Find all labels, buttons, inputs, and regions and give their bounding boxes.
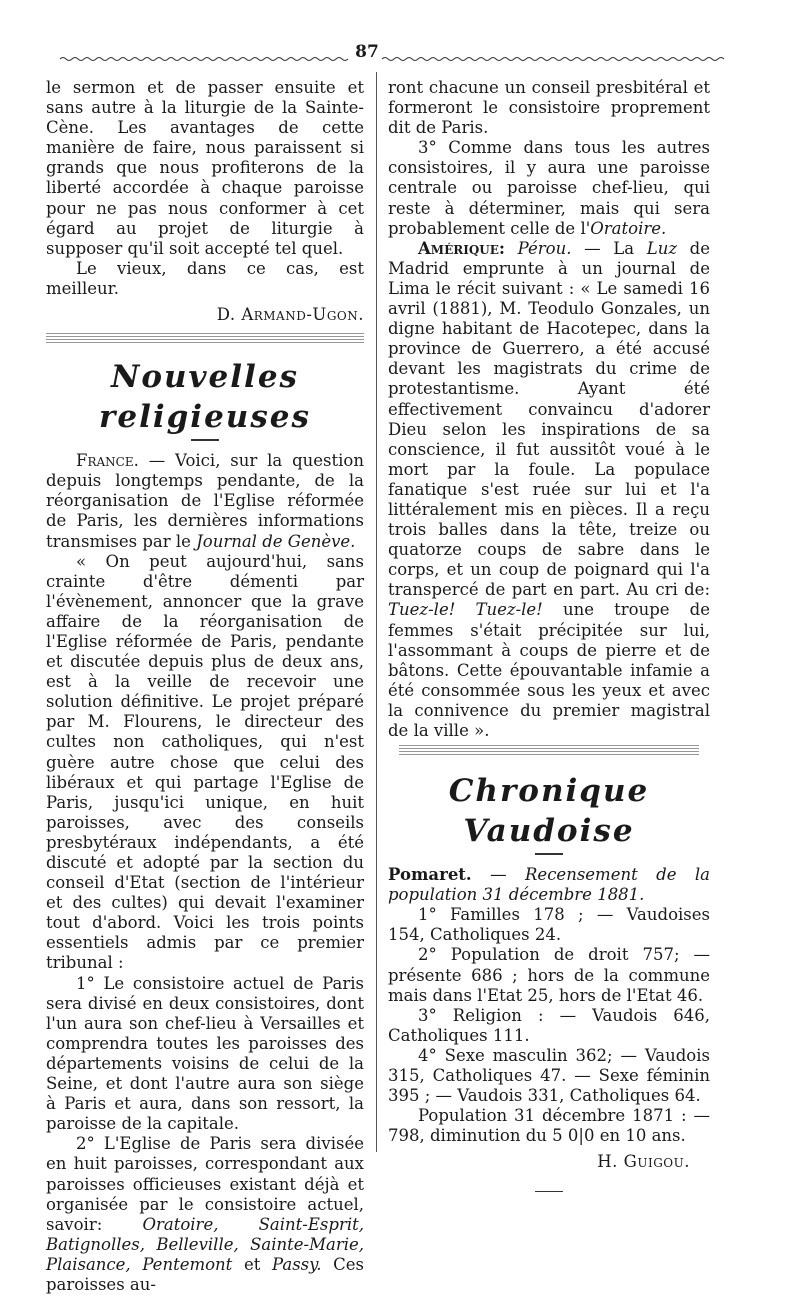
left-column: [46, 78, 364, 1295]
pomaret-paragraph: [388, 865, 710, 905]
heading-rule-right: [535, 853, 563, 855]
france-label: France.: [76, 451, 139, 471]
header-ornament-right: [382, 56, 730, 62]
section-separator-right: [399, 745, 699, 755]
amerique-luz: Luz: [646, 238, 678, 258]
page-header: [60, 40, 730, 66]
parish-last: Passy.: [272, 1254, 322, 1274]
pomaret-label: Pomaret.: [388, 865, 472, 885]
amerique-place: Pérou.: [504, 238, 572, 258]
france-text: — Voici, sur la question depuis longtemps pendante, de la réorganisation de l'Eglise réformée de Paris, les dernières informations transmises par le: [46, 451, 364, 551]
amerique-text-2: de Madrid emprunte à un journal de Lima le récit suivant : « Le samedi 16 avril (1881), M. Teodulo Gonzales, un digne habitant de Hacotepec, dans la province de Guerrero, a été accusé devant les magistrats du crime de protestantisme. Ayant été effectivement convaincu d'adorer Dieu selon les inspirations de sa conscience, il fut aussitôt voué à le mort par la foule. La populace fanatique s'est ruée sur lui et l'a littéralement mis en pièces. Il a reçu trois balles dans la tête, treize ou quatorze coups de sabre dans le corps, et un coup de poignard qui l'a transpercé de part en part. Au cri de:: [388, 238, 710, 600]
header-ornament-left: [60, 56, 352, 62]
closing-line: Le vieux, dans ce cas, est meilleur.: [46, 258, 364, 298]
amerique-text-3: une troupe de femmes s'était précipitée sur lui, l'assommant à coups de pierre et de bâtons. Cette épouvantable infamie a été consommée sous les yeux et avec la connivence du premier magistral de la ville ».: [388, 600, 710, 740]
point-3: [388, 138, 710, 238]
section-heading-chronique: Chronique Vaudoise: [448, 773, 650, 850]
point-1: 1° Le consistoire actuel de Paris sera divisé en deux consistoires, dont l'un aura son chef-lieu à Versailles et comprendra toutes les paroisses des départements voisins de celui de la Seine, et dont l'autre aura son siège à Paris et aura, dans son ressort, la paroisse de la capitale.: [46, 973, 364, 1134]
point-3-text: 3° Comme dans tous les autres consistoires, il y aura une paroisse centrale ou paroisse chef-lieu, qui reste à déterminer, mais qui sera probablement celle de l': [388, 138, 710, 238]
section-heading-nouvelles: Nouvelles religieuses: [99, 359, 311, 436]
parish-and: et: [232, 1254, 272, 1274]
stat-5: Population 31 décembre 1871 : — 798, diminution du 5 0|0 en 10 ans.: [388, 1106, 710, 1146]
right-column: [388, 78, 710, 1192]
stat-3: 3° Religion : — Vaudois 646, Catholiques 111.: [388, 1005, 710, 1045]
signature-guigou: H. Guigou.: [597, 1152, 690, 1172]
amerique-label: Amérique:: [418, 238, 505, 258]
amerique-paragraph: [388, 239, 710, 741]
quote-paragraph: « On peut aujourd'hui, sans crainte d'être démenti par l'évènement, annoncer que la grave affaire de la réorganisation de l'Eglise réformée de Paris, pendante et discutée depuis plus de deux ans, est à la veille de recevoir une solution définitive. Le projet préparé par M. Flourens, le directeur des cultes non catholiques, qui n'est guère autre chose que celui des libéraux et qui partage l'Eglise de Paris, jusqu'ici unique, en huit paroisses, avec des conseils presbytéraux indépendants, a été discuté et adopté par la section du conseil d'Etat (section de l'intérieur et des cultes) qui devait l'examiner tout d'abord. Voici les trois points essentiels admis par ce premier tribunal :: [46, 551, 364, 973]
parish-list: Oratoire, Saint-Esprit, Batignolles, Belleville, Sainte-Marie, Plaisance, Pentemont: [46, 1214, 364, 1274]
point-2-text: 2° L'Eglise de Paris sera divisée en huit paroisses, correspondant aux paroisses officieuses existant déjà et organisée par le consistoire actuel, savoir:: [46, 1134, 364, 1234]
heading-rule: [191, 439, 219, 441]
amerique-cry: Tuez-le! Tuez-le!: [388, 600, 543, 620]
page-number: 87: [355, 42, 379, 62]
stat-2: 2° Population de droit 757; — présente 686 ; hors de la commune mais dans l'Etat 25, hors de l'Etat 46.: [388, 945, 710, 1005]
section-separator: [46, 333, 364, 343]
amerique-text-1: — La: [571, 238, 647, 258]
column-divider: [376, 72, 377, 1152]
point-3-oratoire: Oratoire.: [590, 218, 667, 238]
france-journal: Journal de Genève.: [196, 531, 356, 551]
pomaret-subtitle: — Recensement de la population 31 décembre 1881.: [388, 865, 710, 905]
intro-paragraph: le sermon et de passer ensuite et sans autre à la liturgie de la Sainte-Cène. Les avantages de cette manière de faire, nous paraissent si grands que nous profiterons de la liberté accordée à chaque paroisse pour ne pas nous conformer à cet égard au projet de liturgie à supposer qu'il soit accepté tel quel.: [46, 78, 364, 258]
signature-armand-ugon: D. Armand-Ugon.: [216, 305, 364, 325]
end-rule: [535, 1191, 563, 1192]
stat-4: 4° Sexe masculin 362; — Vaudois 315, Catholiques 47. — Sexe féminin 395 ; — Vaudois 331, Catholiques 64.: [388, 1045, 710, 1106]
stat-1: 1° Familles 178 ; — Vaudoises 154, Catholiques 24.: [388, 905, 710, 945]
continuation-paragraph: ront chacune un conseil presbitéral et formeront le consistoire proprement dit de Paris.: [388, 78, 710, 138]
point-2-end: Ces paroisses au-: [46, 1254, 365, 1294]
point-2: [46, 1134, 364, 1295]
france-paragraph: [46, 451, 364, 551]
